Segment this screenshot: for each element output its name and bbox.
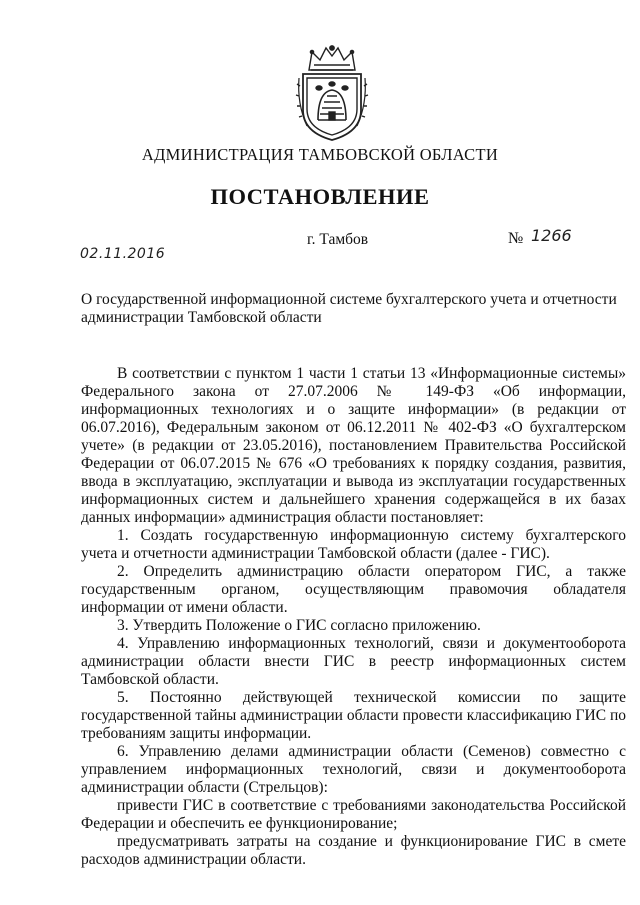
item-paragraph: 2. Определить администрацию области оператором ГИС, а также государственным органом, осуществляющим правомочия обладателя информации от имени области. [81, 563, 626, 616]
coat-of-arms-icon [295, 44, 369, 142]
subitem-paragraph: предусматривать затраты на создание и функционирование ГИС в смете расходов администрации области. [81, 833, 626, 868]
subitem-paragraph: привести ГИС в соответствие с требованиями законодательства Российской Федерации и обеспечить ее функционирование; [81, 797, 626, 832]
item-paragraph: 6. Управлению делами администрации области (Семенов) совместно с управлением информационных технологий, связи и документооборота администрации области (Стрельцов): [81, 743, 626, 796]
document-body [81, 365, 626, 869]
item-paragraph: 4. Управлению информационных технологий, связи и документооборота администрации области внести ГИС в реестр информационных систем Тамбовской области. [81, 635, 626, 688]
document-date: 02.11.2016 [80, 246, 166, 262]
organization-name: АДМИНИСТРАЦИЯ ТАМБОВСКОЙ ОБЛАСТИ [141, 145, 499, 164]
document-city: г. Тамбов [307, 231, 369, 248]
document-type: ПОСТАНОВЛЕНИЕ [210, 184, 430, 209]
document-number-label: № [508, 230, 524, 247]
item-paragraph: 5. Постоянно действующей технической комиссии по защите государственной тайны администрации области провести классификацию ГИС по требованиям защиты информации. [81, 689, 626, 742]
item-paragraph: 3. Утвердить Положение о ГИС согласно приложению. [117, 617, 481, 634]
item-paragraph: 1. Создать государственную информационную систему бухгалтерского учета и отчетности администрации Тамбовской области (далее - ГИС). [81, 527, 626, 562]
preamble-paragraph: В соответствии с пунктом 1 части 1 статьи 13 «Информационные системы» Федерального закона от 27.07.2006 № 149-ФЗ «Об информации, информационных технологиях и о защите информации» (в редакции от 06.07.2016), Федеральным законом от 06.12.2011 № 402-ФЗ «О бухгалтерском учете» (в редакции от 23.05.2016), постановлением Правительства Российской Федерации от 06.07.2015 № 676 «О требованиях к порядку создания, развития, ввода в эксплуатацию, эксплуатации и вывода из эксплуатации государственных информационных систем и дальнейшего хранения содержащейся в их базах данных информации» администрация области постановляет: [81, 365, 626, 526]
document-subject: О государственной информационной системе бухгалтерского учета и отчетности администрации Тамбовской области [81, 291, 617, 326]
document-number: 1266 [531, 226, 572, 245]
